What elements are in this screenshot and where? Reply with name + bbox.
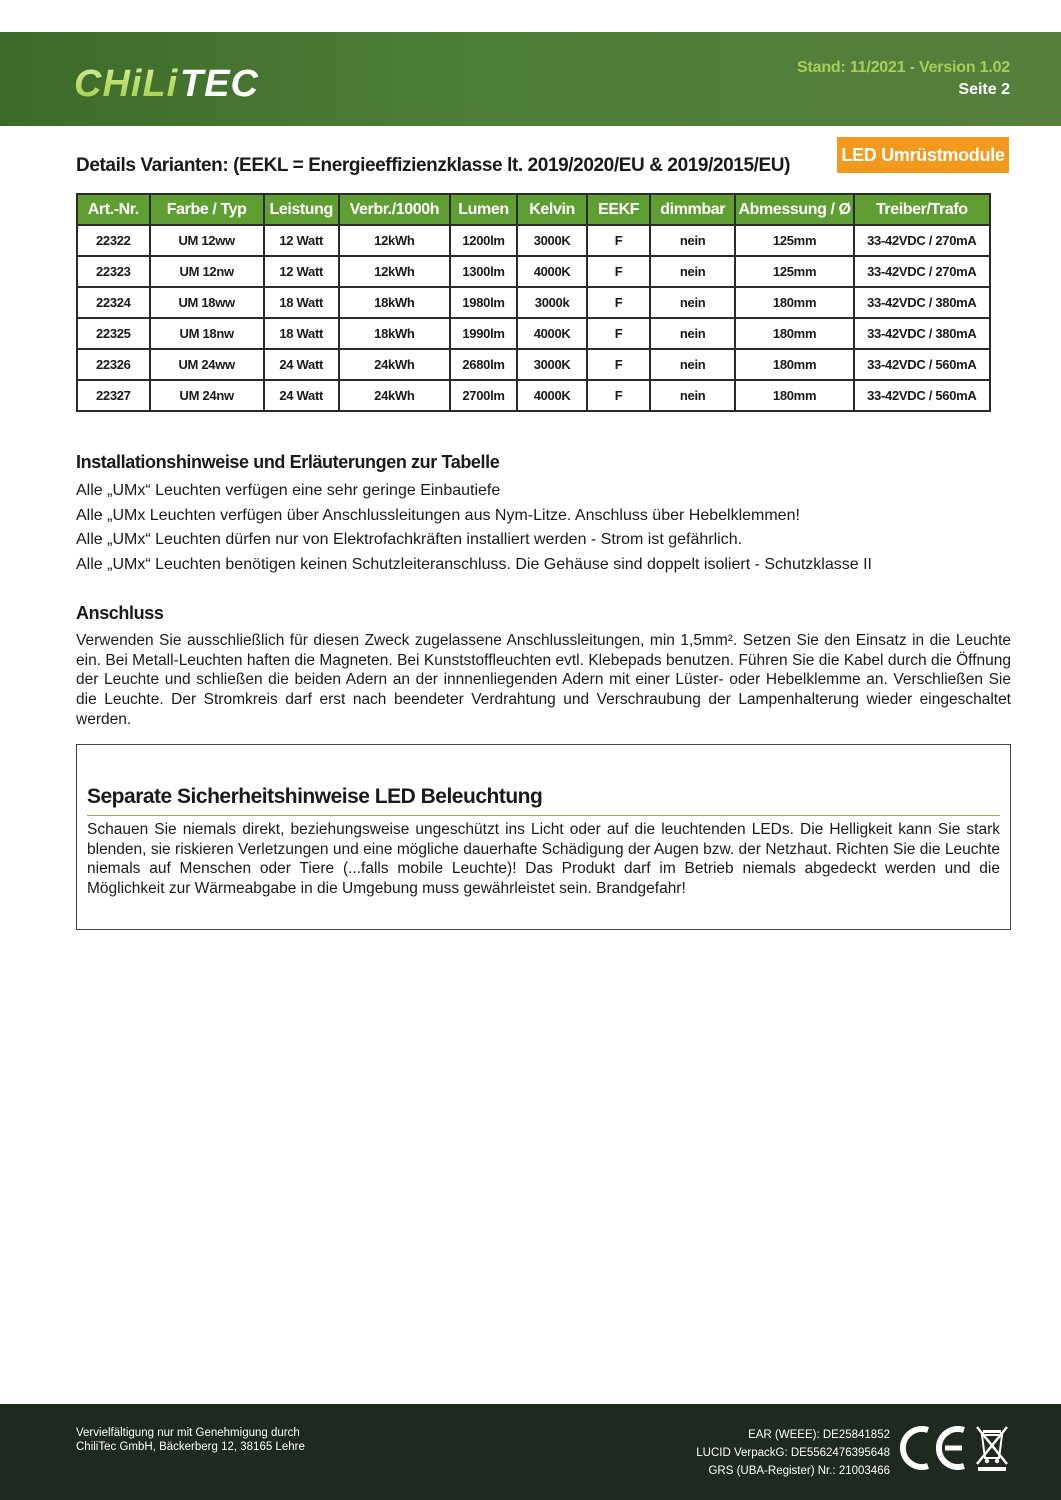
company-address: ChiliTec GmbH, Bäckerberg 12, 38165 Lehre: [76, 1441, 305, 1453]
table-cell: 12 Watt: [264, 256, 339, 287]
table-cell: 125mm: [735, 256, 853, 287]
table-cell: 18 Watt: [264, 287, 339, 318]
table-cell: 33-42VDC / 380mA: [854, 318, 990, 349]
column-header: Lumen: [450, 194, 517, 225]
details-title: Details Varianten: (EEKL = Energieeffizienzklasse lt. 2019/2020/EU & 2019/2015/EU): [76, 155, 791, 176]
installation-line: Alle „UMx“ Leuchten benötigen keinen Schutzleiteranschluss. Die Gehäuse sind doppelt isoliert - Schutzklasse II: [76, 556, 872, 574]
grs-registration: GRS (UBA-Register) Nr.: 21003466: [708, 1465, 890, 1477]
column-header: Art.-Nr.: [77, 194, 150, 225]
table-cell: 1990lm: [450, 318, 517, 349]
column-header: Kelvin: [517, 194, 587, 225]
table-header-row: [77, 194, 990, 225]
weee-bin-icon: [974, 1424, 1010, 1472]
installation-title: Installationshinweise und Erläuterungen zur Tabelle: [76, 452, 500, 472]
table-cell: 12 Watt: [264, 225, 339, 256]
installation-notes: [76, 479, 1016, 578]
table-cell: F: [587, 380, 650, 411]
svg-text:CHiLi: CHiLi: [74, 63, 179, 102]
ce-mark-icon: [898, 1422, 970, 1474]
table-cell: UM 12ww: [150, 225, 264, 256]
table-cell: nein: [650, 380, 736, 411]
table-cell: nein: [650, 256, 736, 287]
safety-paragraph: Schauen Sie niemals direkt, beziehungsweise ungeschützt ins Licht oder auf die leuchtenden LEDs. Die Helligkeit kann Sie stark blenden, sie riskieren Verletzungen und eine mögliche dauerhafte Schädigung der Augen bzw. der Netzhaut. Richten Sie die Leuchte niemals auf Menschen oder Tiere (...falls mobile Leuchte)! Das Produkt darf im Betrieb niemals abgedeckt werden und die Möglichkeit zur Wärmeabgabe in die Umgebung muss gewährleistet sein. Brandgefahr!: [87, 821, 1000, 898]
table-cell: nein: [650, 349, 736, 380]
table-cell: 180mm: [735, 318, 853, 349]
column-header: Treiber/Trafo: [854, 194, 990, 225]
column-header: dimmbar: [650, 194, 736, 225]
table-row: [77, 287, 990, 318]
table-cell: 180mm: [735, 349, 853, 380]
anschluss-paragraph: Verwenden Sie ausschließlich für diesen Zweck zugelassene Anschlussleitungen, min 1,5mm². Setzen Sie den Einsatz in die Leuchte ein. Bei Metall-Leuchten haften die Magneten. Bei Kunststoffleuchten evtl. Klebepads benutzen. Führen Sie die Kabel durch die Öffnung der Leuchte und schließen die beiden Adern an der innnenliegenden Adern mit einer Lüster- oder Hebelklemme an. Verschließen Sie die Leuchte. Der Stromkreis darf erst nach beendeter Verdrahtung und Verschraubung der Lampenhalterung wieder eingeschaltet werden.: [76, 632, 1011, 728]
copyright-line: Vervielfältigung nur mit Genehmigung durch: [76, 1427, 300, 1439]
table-cell: 24kWh: [339, 380, 451, 411]
anschluss-title: Anschluss: [76, 603, 164, 623]
table-cell: 22322: [77, 225, 150, 256]
table-cell: 18 Watt: [264, 318, 339, 349]
svg-text:TEC: TEC: [180, 63, 259, 102]
page-footer: [0, 1404, 1061, 1500]
table-row: [77, 318, 990, 349]
table-cell: 3000k: [517, 287, 587, 318]
table-cell: 24 Watt: [264, 380, 339, 411]
table-cell: 33-42VDC / 380mA: [854, 287, 990, 318]
installation-line: Alle „UMx“ Leuchten dürfen nur von Elektrofachkräften installiert werden - Strom ist gefährlich.: [76, 531, 743, 549]
table-cell: 4000K: [517, 380, 587, 411]
table-cell: 2680lm: [450, 349, 517, 380]
table-cell: 1200lm: [450, 225, 517, 256]
table-cell: 33-42VDC / 270mA: [854, 256, 990, 287]
safety-divider: [87, 815, 1000, 816]
safety-title: Separate Sicherheitshinweise LED Beleuchtung: [87, 785, 543, 808]
table-cell: 2700lm: [450, 380, 517, 411]
table-cell: F: [587, 256, 650, 287]
table-cell: UM 24ww: [150, 349, 264, 380]
installation-line: Alle „UMx Leuchten verfügen über Anschlussleitungen aus Nym-Litze. Anschluss über Hebelklemmen!: [76, 506, 800, 524]
table-cell: 12kWh: [339, 256, 451, 287]
column-header: Abmessung / Ø: [735, 194, 853, 225]
table-cell: 33-42VDC / 560mA: [854, 380, 990, 411]
table-cell: 125mm: [735, 225, 853, 256]
table-row: [77, 349, 990, 380]
table-cell: F: [587, 349, 650, 380]
ear-registration: EAR (WEEE): DE25841852: [748, 1429, 890, 1441]
table-cell: 24 Watt: [264, 349, 339, 380]
table-cell: F: [587, 225, 650, 256]
column-header: Verbr./1000h: [339, 194, 451, 225]
table-cell: nein: [650, 287, 736, 318]
table-cell: 3000K: [517, 225, 587, 256]
safety-notice-box: [76, 744, 1011, 930]
table-cell: F: [587, 287, 650, 318]
registration-info: [696, 1426, 890, 1480]
table-cell: 18kWh: [339, 287, 451, 318]
table-cell: 22323: [77, 256, 150, 287]
table-cell: 180mm: [735, 380, 853, 411]
variants-table: [76, 193, 991, 412]
table-cell: 4000K: [517, 318, 587, 349]
lucid-registration: LUCID VerpackG: DE5562476395648: [696, 1447, 890, 1459]
column-header: Leistung: [264, 194, 339, 225]
table-cell: UM 18ww: [150, 287, 264, 318]
table-cell: 24kWh: [339, 349, 451, 380]
product-category-badge: LED Umrüstmodule: [837, 137, 1009, 173]
table-cell: 4000K: [517, 256, 587, 287]
table-cell: 22327: [77, 380, 150, 411]
table-cell: UM 12nw: [150, 256, 264, 287]
table-cell: 180mm: [735, 287, 853, 318]
table-cell: nein: [650, 225, 736, 256]
table-cell: 12kWh: [339, 225, 451, 256]
table-cell: 22326: [77, 349, 150, 380]
table-cell: 3000K: [517, 349, 587, 380]
table-cell: 22325: [77, 318, 150, 349]
table-cell: 1980lm: [450, 287, 517, 318]
installation-line: Alle „UMx“ Leuchten verfügen eine sehr geringe Einbautiefe: [76, 482, 501, 499]
table-cell: 1300lm: [450, 256, 517, 287]
table-row: [77, 380, 990, 411]
table-row: [77, 225, 990, 256]
table-cell: F: [587, 318, 650, 349]
table-cell: 22324: [77, 287, 150, 318]
version-stand: Stand: 11/2021 - Version 1.02: [797, 59, 1010, 76]
column-header: Farbe / Typ: [150, 194, 264, 225]
table-row: [77, 256, 990, 287]
table-cell: nein: [650, 318, 736, 349]
page-number: Seite 2: [958, 81, 1010, 98]
copyright-notice: [76, 1426, 305, 1454]
table-cell: UM 18nw: [150, 318, 264, 349]
table-cell: 18kWh: [339, 318, 451, 349]
chilitec-logo: [74, 62, 284, 102]
page-header: [0, 32, 1061, 126]
table-cell: 33-42VDC / 270mA: [854, 225, 990, 256]
column-header: EEKF: [587, 194, 650, 225]
table-cell: UM 24nw: [150, 380, 264, 411]
table-cell: 33-42VDC / 560mA: [854, 349, 990, 380]
